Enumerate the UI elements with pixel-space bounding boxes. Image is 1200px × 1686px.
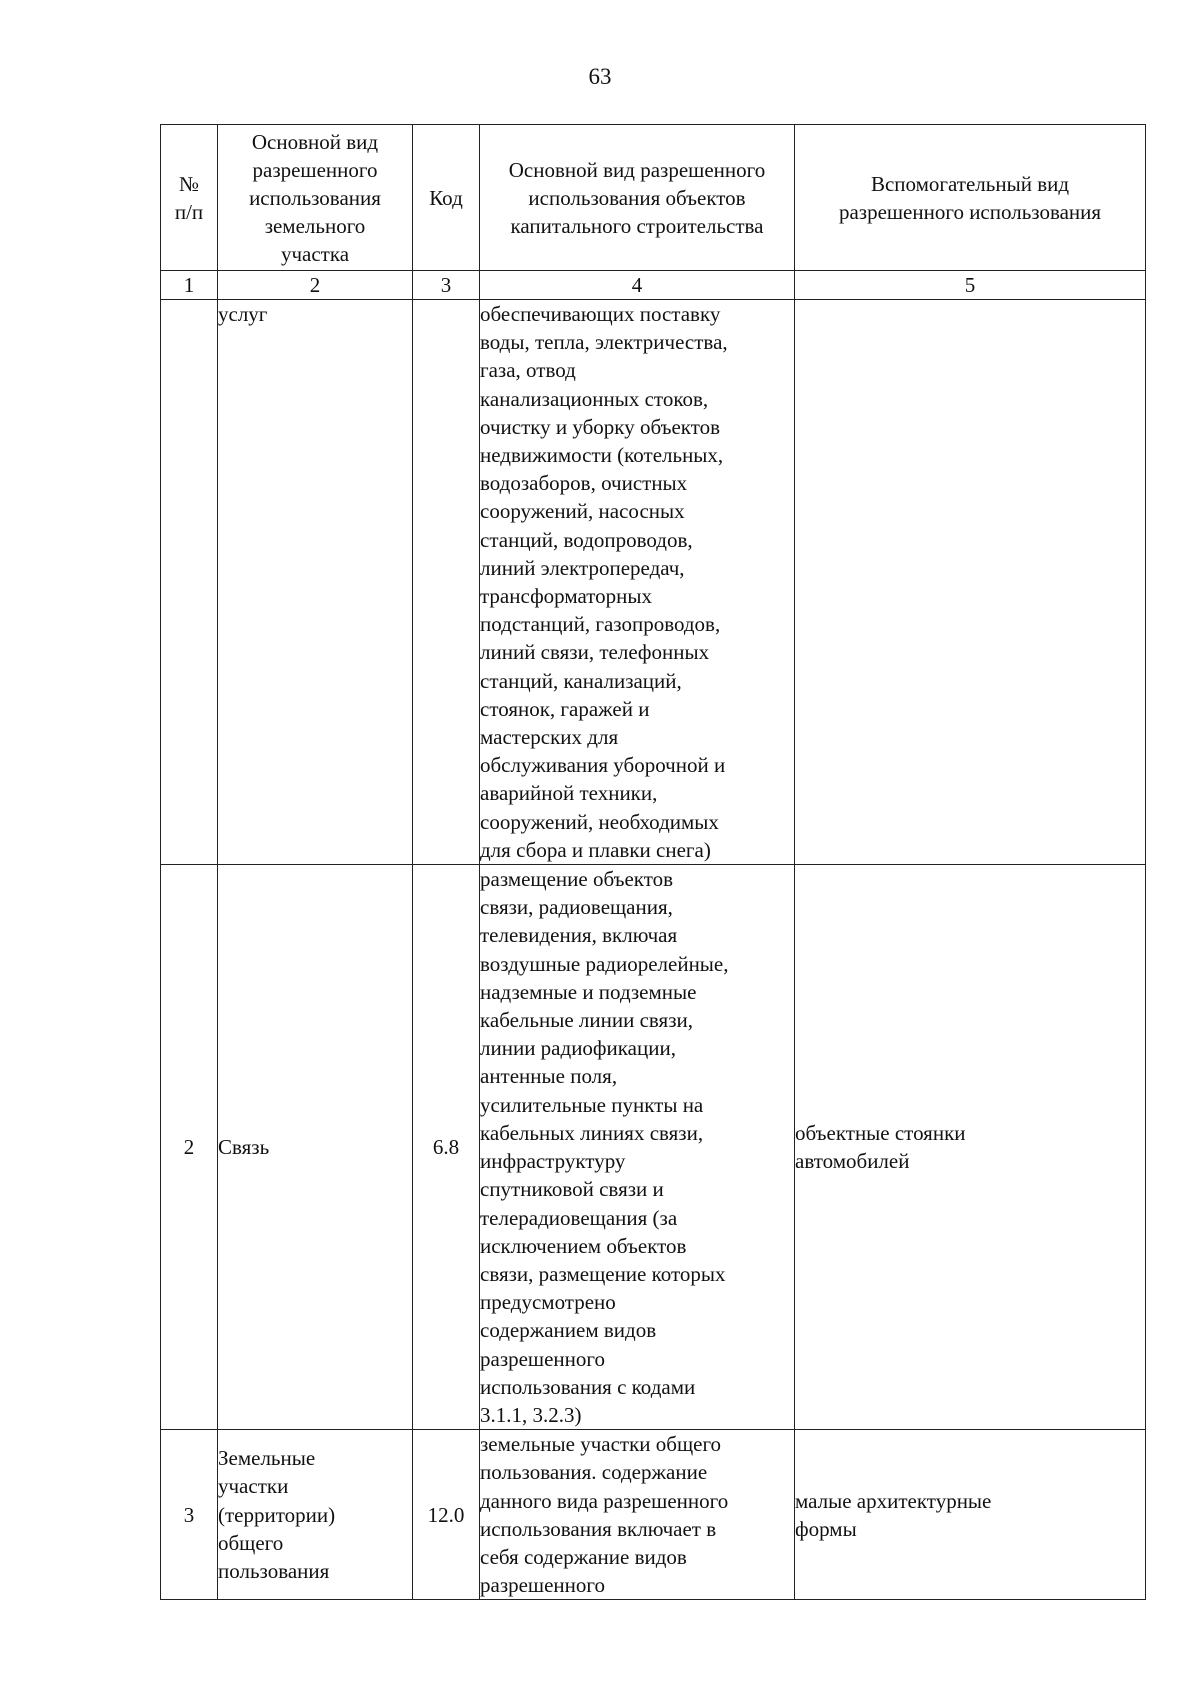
land-use-type-cell: Связь: [218, 865, 413, 1430]
auxiliary-use-cell: малые архитектурные формы: [795, 1430, 1146, 1600]
page-number: 63: [588, 64, 612, 89]
column-number: 5: [795, 271, 1146, 300]
header-num: № п/п: [161, 125, 218, 271]
table-row: [161, 1430, 1146, 1600]
header-auxiliary-use-type: Вспомогательный вид разрешенного использования: [795, 125, 1146, 271]
construction-use-cell: обеспечивающих поставку воды, тепла, электричества, газа, отвод канализационных стоков, очистку и уборку объектов недвижимости (котельных, водозаборов, очистных сооружений, насосных станций, водопроводов, линий электропередач, трансформаторных подстанций, газопроводов, линий связи, телефонных станций, канализаций, стоянок, гаражей и мастерских для обслуживания уборочной и аварийной техники, сооружений, необходимых для сбора и плавки снега): [480, 300, 795, 865]
table-row: [161, 865, 1146, 1430]
auxiliary-use-cell: [795, 300, 1146, 865]
table-row: [161, 300, 1146, 865]
construction-use-cell: размещение объектов связи, радиовещания, телевидения, включая воздушные радиорелейные, надземные и подземные кабельные линии связи, линии радиофикации, антенные поля, усилительные пункты на кабельных линиях связи, инфраструктуру спутниковой связи и телерадиовещания (за исключением объектов связи, размещение которых предусмотрено содержанием видов разрешенного использования с кодами 3.1.1, 3.2.3): [480, 865, 795, 1430]
row-number: 2: [161, 865, 218, 1430]
column-number-row: [161, 271, 1146, 300]
table-header-row: [161, 125, 1146, 271]
auxiliary-use-cell: объектные стоянки автомобилей: [795, 865, 1146, 1430]
column-number: 2: [218, 271, 413, 300]
construction-use-cell: земельные участки общего пользования. содержание данного вида разрешенного использования включает в себя содержание видов разрешенного: [480, 1430, 795, 1600]
code-cell: [413, 300, 480, 865]
land-use-type-cell: Земельные участки (территории) общего пользования: [218, 1430, 413, 1600]
header-construction-use-type: Основной вид разрешенного использования объектов капитального строительства: [480, 125, 795, 271]
column-number: 4: [480, 271, 795, 300]
land-use-table: [160, 124, 1146, 1600]
code-cell: 6.8: [413, 865, 480, 1430]
header-land-use-type: Основной вид разрешенного использования земельного участка: [218, 125, 413, 271]
code-cell: 12.0: [413, 1430, 480, 1600]
row-number: 3: [161, 1430, 218, 1600]
header-code: Код: [413, 125, 480, 271]
column-number: 3: [413, 271, 480, 300]
column-number: 1: [161, 271, 218, 300]
row-number: [161, 300, 218, 865]
land-use-type-cell: услуг: [218, 300, 413, 865]
